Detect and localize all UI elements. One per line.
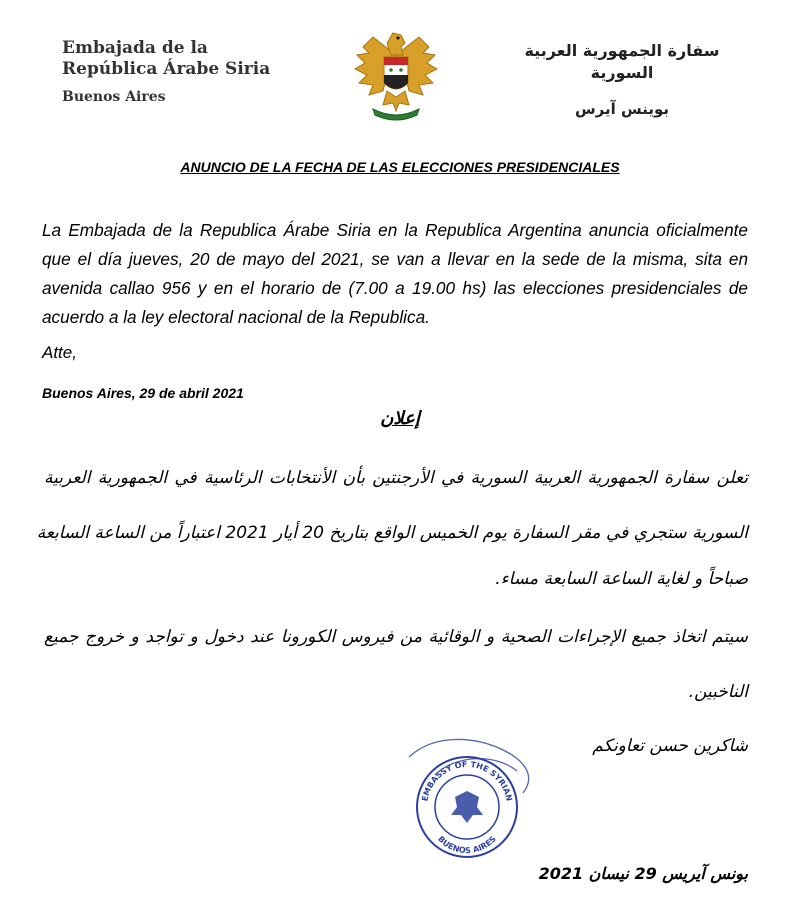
eagle-tail: [373, 91, 419, 120]
letterhead-arabic: [502, 40, 742, 120]
arabic-line: سيتم اتخاذ جميع الإجراءات الصحية و الوقائية من فيروس الكورونا عند دخول و تواجد و خروج جميع: [44, 627, 748, 647]
arabic-dateline: بونس آيريس 29 نيسان 2021: [538, 864, 748, 883]
embassy-city: Buenos Aires: [62, 89, 166, 105]
arabic-line: السورية ستجري في مقر السفارة يوم الخميس الواقع بتاريخ 20 أيار 2021 اعتباراً من الساعة السابعة: [36, 523, 748, 543]
arabic-thanks: شاكرين حسن تعاونكم: [592, 736, 748, 756]
seal-top-text: EMBASSY OF THE SYRIAN: [420, 759, 514, 803]
arabic-line: الناخبين.: [688, 682, 748, 702]
closing: Atte,: [42, 343, 77, 362]
emblem-shield: [384, 57, 408, 89]
embassy-name-arabic: سفارة الجمهورية العربية السورية: [524, 41, 720, 82]
embassy-name-line1: Embajada de la: [62, 38, 208, 58]
announcement-body: La Embajada de la Republica Árabe Siria en la Republica Argentina anuncia oficialmente que el día jueves, 20 de mayo del 2021, se van a llevar en la sede de la misma, sita en avenida callao 956 y en el horario de (7.00 a 19.00 hs) las elecciones presidenciales de acuerdo a la ley electoral nacional de la Republica.: [42, 220, 748, 327]
embassy-city-arabic: بوينس آيرس: [574, 100, 670, 118]
letterhead-spanish: [62, 38, 270, 106]
embassy-name-line2: República Árabe Siria: [62, 59, 271, 79]
eagle-head: [387, 33, 405, 55]
dateline: Buenos Aires, 29 de abril 2021: [42, 385, 244, 401]
arabic-line: صباحاً و لغاية الساعة السابعة مساء.: [495, 569, 748, 589]
embassy-seal-icon: [405, 735, 540, 865]
seal-eagle: [451, 791, 483, 823]
arabic-line: تعلن سفارة الجمهورية العربية السورية في الأرجنتين بأن الأنتخابات الرئاسية في الجمهورية العربية: [44, 468, 748, 488]
announcement-title: ANUNCIO DE LA FECHA DE LAS ELECCIONES PRESIDENCIALES: [180, 159, 620, 175]
arabic-title: إعلان: [380, 408, 420, 429]
seal-bottom-text: BUENOS AIRES: [436, 834, 498, 856]
eagle-emblem-icon: [343, 25, 449, 125]
